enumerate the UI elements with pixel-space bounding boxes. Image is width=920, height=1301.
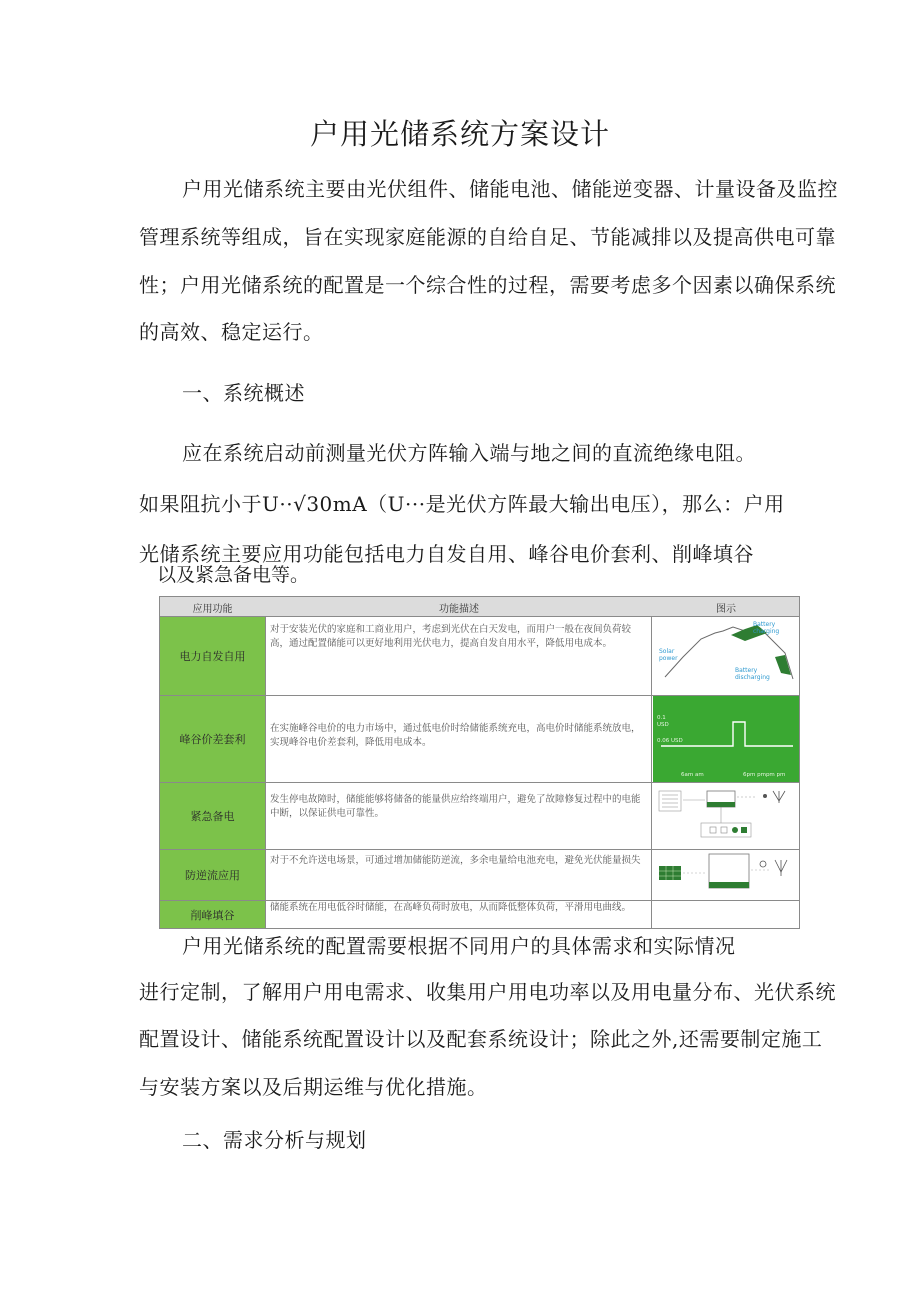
row-function-name: 紧急备电 bbox=[160, 783, 266, 849]
fig2-x2: 6pm pmpm pm bbox=[743, 772, 786, 778]
self-consumption-figure bbox=[653, 617, 799, 695]
fig2-x1: 6am am bbox=[681, 772, 704, 778]
fig1-label-power: power bbox=[659, 655, 678, 662]
after-table-line-1: 户用光储系统的配置需要根据不同用户的具体需求和实际情况 bbox=[182, 934, 736, 958]
row-description: 在实施峰谷电价的电力市场中，通过低电价时给储能系统充电，高电价时储能系统放电，实现峰谷电价差套利，降低用电成本。 bbox=[266, 696, 652, 782]
table-row bbox=[160, 783, 799, 850]
row-description: 对于安装光伏的家庭和工商业用户，考虑到光伏在白天发电，而用户一般在夜间负荷较高，通过配置储能可以更好地利用光伏电力，提高自发自用水平，降低用电成本。 bbox=[266, 617, 652, 695]
peak-shaving-figure bbox=[653, 901, 799, 928]
row-function-name: 防逆流应用 bbox=[160, 850, 266, 900]
header-illustration: 图示 bbox=[716, 604, 736, 615]
intro-line-2: 管理系统等组成，旨在实现家庭能源的自给自足、节能减排以及提高供电可靠 bbox=[139, 225, 836, 249]
backup-power-figure bbox=[653, 783, 799, 849]
table-header bbox=[160, 597, 799, 617]
row-function-name: 峰谷价差套利 bbox=[160, 696, 266, 782]
header-function: 应用功能 bbox=[192, 604, 233, 615]
overview-line-3: 光储系统主要应用功能包括电力自发自用、峰谷电价套利、削峰填谷 bbox=[139, 542, 754, 566]
overview-line-4: 以及紧急备电等。 bbox=[157, 564, 310, 586]
section-heading-1: 一、系统概述 bbox=[182, 381, 305, 405]
row-function-name: 削峰填谷 bbox=[160, 901, 266, 928]
peak-valley-figure bbox=[653, 696, 799, 782]
row-description: 发生停电故障时，储能能够将储备的能量供应给终端用户，避免了故障修复过程中的电能中断，以保证供电可靠性。 bbox=[266, 783, 652, 849]
fig2-y1-unit: USD bbox=[657, 722, 669, 728]
table-row bbox=[160, 696, 799, 783]
anti-backflow-figure bbox=[653, 850, 799, 900]
intro-line-1: 户用光储系统主要由光伏组件、储能电池、储能逆变器、计量设备及监控 bbox=[182, 177, 838, 201]
row-description: 储能系统在用电低谷时储能，在高峰负荷时放电，从而降低整体负荷，平滑用电曲线。 bbox=[266, 901, 652, 928]
row-description: 对于不允许送电场景，可通过增加储能防逆流，多余电量给电池充电，避免光伏能量损失 bbox=[266, 850, 652, 900]
section-heading-2: 二、需求分析与规划 bbox=[182, 1128, 367, 1152]
intro-line-3: 性；户用光储系统的配置是一个综合性的过程，需要考虑多个因素以确保系统 bbox=[139, 273, 836, 297]
fig1-label-discharging: discharging bbox=[735, 674, 770, 681]
row-function-name: 电力自发自用 bbox=[160, 617, 266, 695]
table-row bbox=[160, 850, 799, 901]
table-row bbox=[160, 617, 799, 696]
intro-line-4: 的高效、稳定运行。 bbox=[139, 320, 324, 344]
after-table-line-3: 配置设计、储能系统配置设计以及配套系统设计；除此之外,还需要制定施工 bbox=[139, 1027, 823, 1051]
page-title: 户用光储系统方案设计 bbox=[309, 117, 610, 151]
fig1-label-charging-2: charging bbox=[753, 628, 780, 635]
fig1-label-solar: Solar bbox=[659, 648, 675, 655]
after-table-line-2: 进行定制，了解用户用电需求、收集用户用电功率以及用电量分布、光伏系统 bbox=[139, 980, 836, 1004]
fig1-label-battery: Battery bbox=[735, 667, 758, 674]
fig2-y2: 0.06 USD bbox=[657, 738, 683, 744]
table-row bbox=[160, 901, 799, 928]
header-description: 功能描述 bbox=[439, 604, 479, 615]
after-table-line-4: 与安装方案以及后期运维与优化措施。 bbox=[139, 1075, 488, 1099]
fig1-label-charging: Battery bbox=[753, 621, 776, 628]
overview-line-1: 应在系统启动前测量光伏方阵输入端与地之间的直流绝缘电阻。 bbox=[182, 441, 756, 465]
fig2-y1: 0.1 bbox=[657, 715, 666, 721]
overview-line-2: 如果阻抗小于U··√30mA（U···是光伏方阵最大输出电压），那么：户用 bbox=[139, 492, 785, 516]
application-table bbox=[159, 596, 800, 929]
